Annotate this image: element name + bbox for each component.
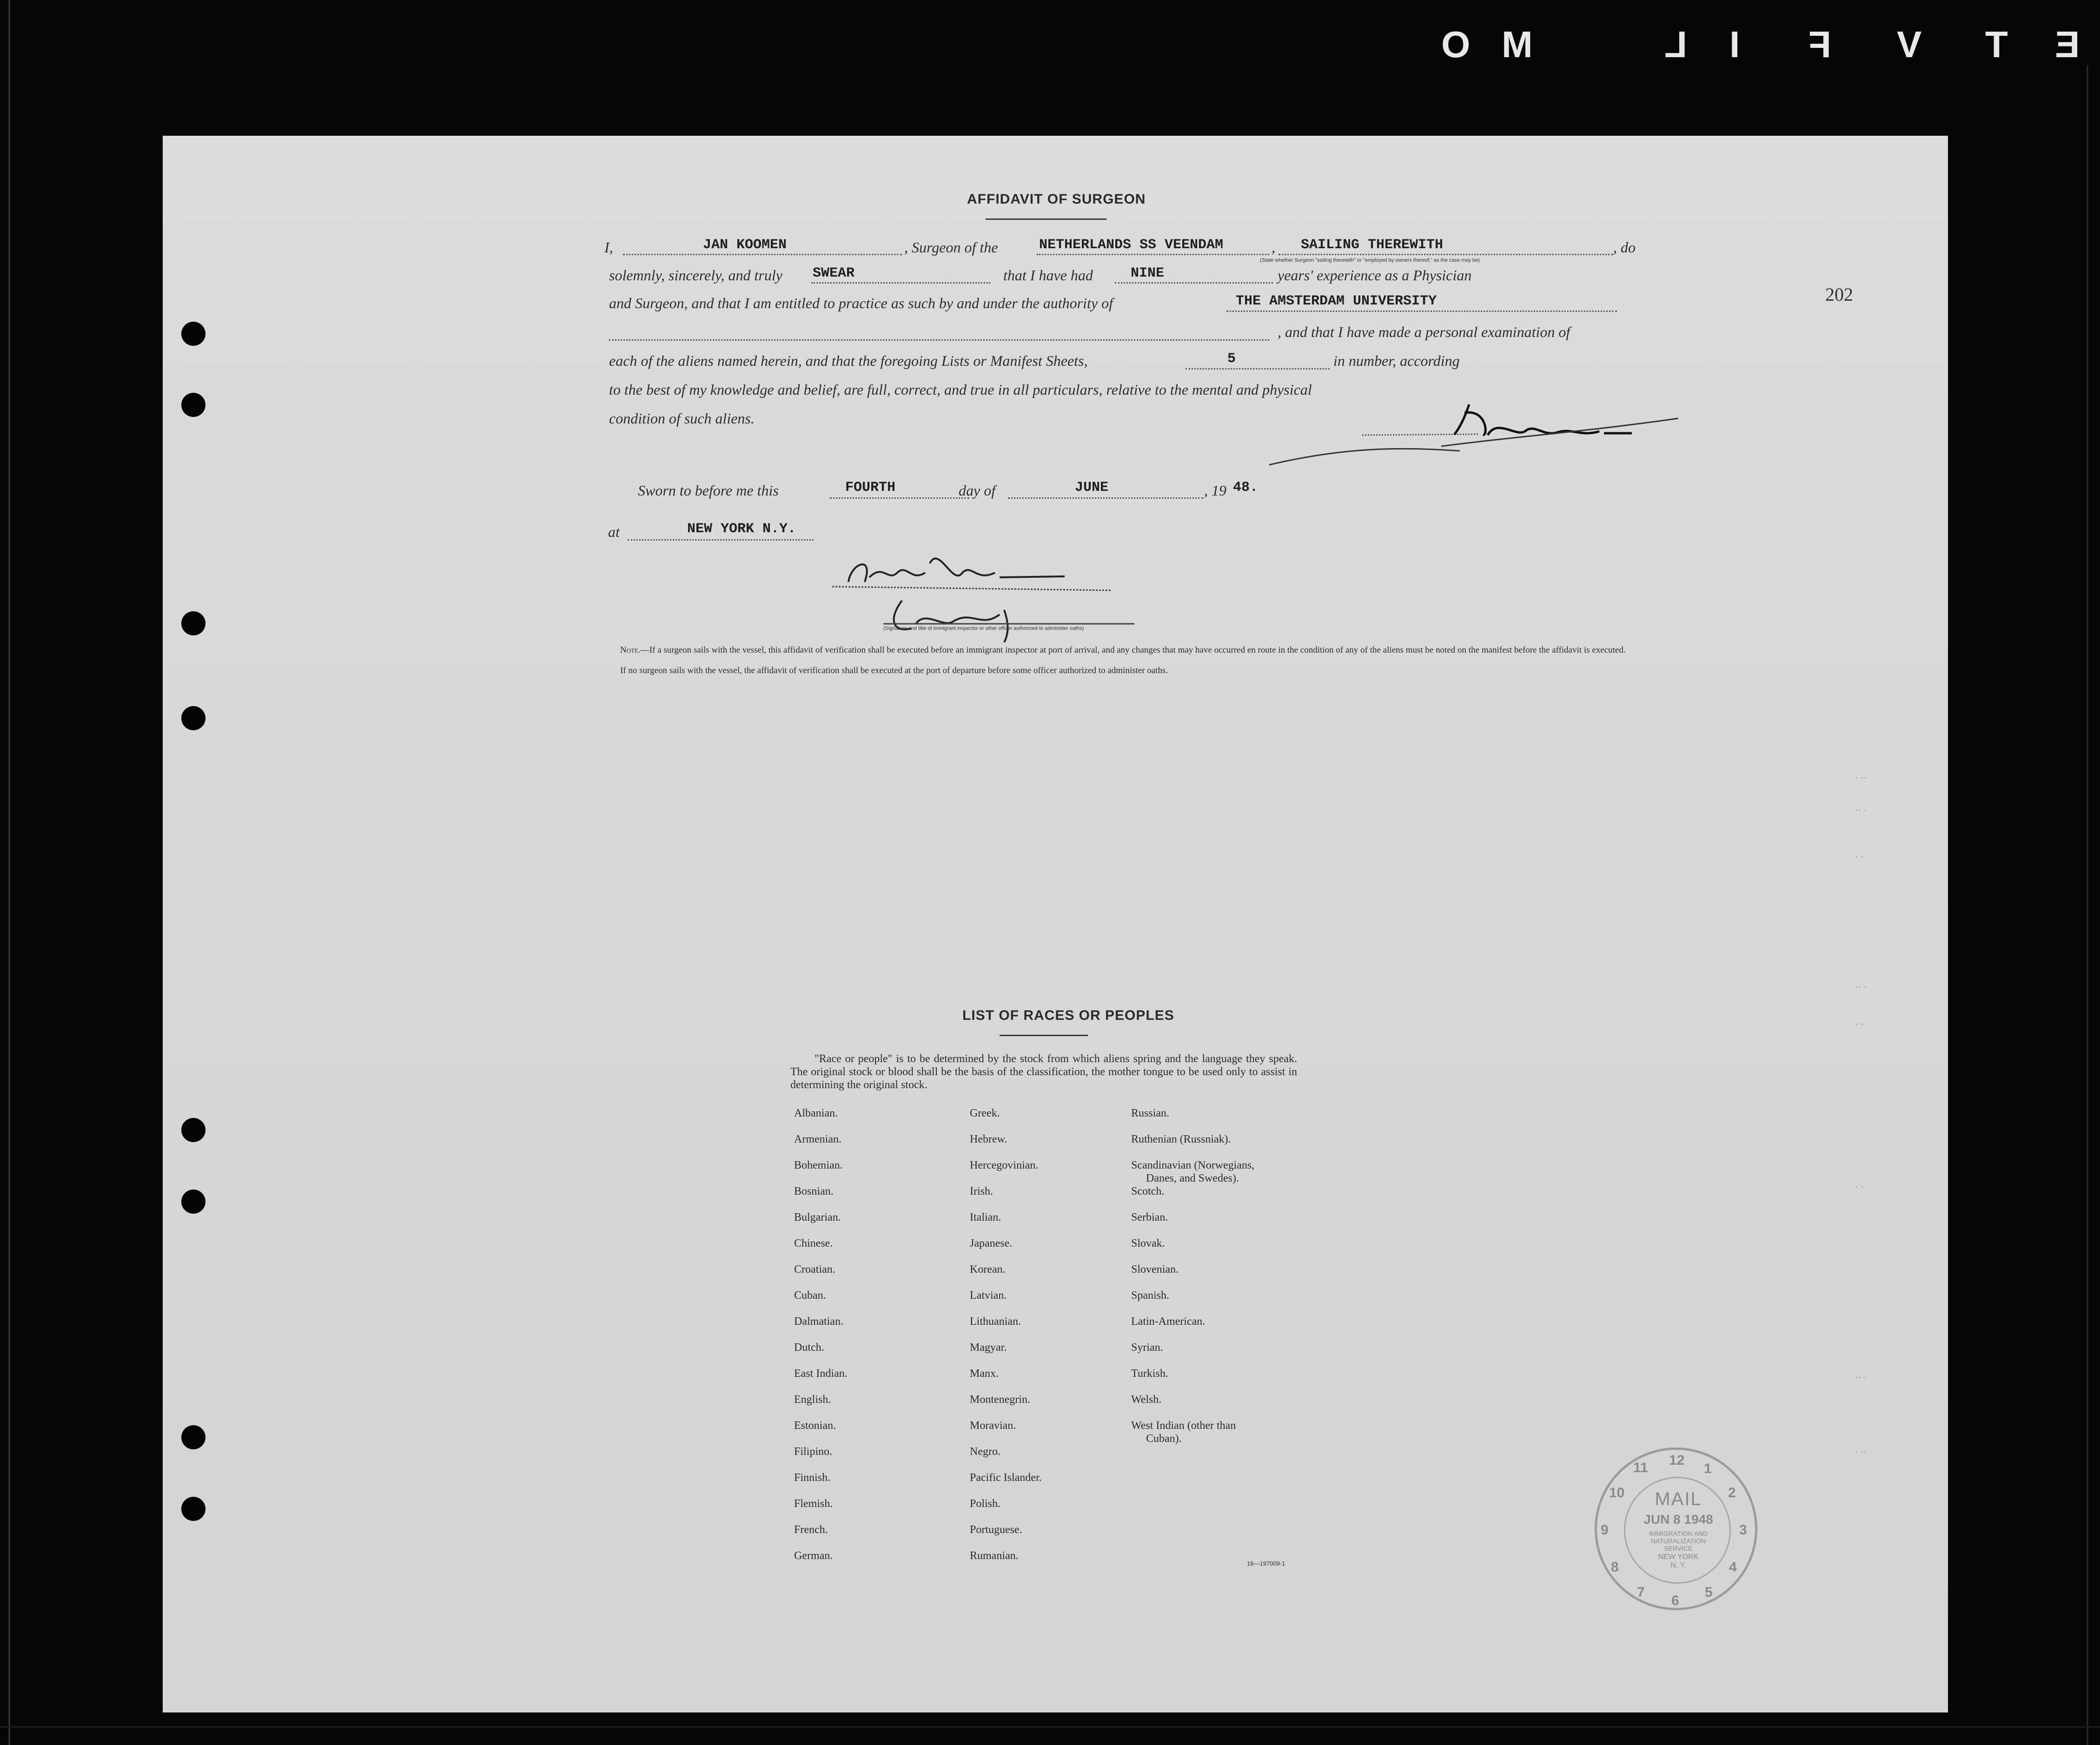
- race-item: Moravian.: [970, 1420, 1016, 1432]
- stamp-number: 12: [1669, 1453, 1685, 1468]
- race-item: Spanish.: [1131, 1289, 1170, 1302]
- oath-line: [811, 282, 990, 284]
- surgeon-of-label: , Surgeon of the: [904, 239, 998, 256]
- stamp-number: 9: [1601, 1522, 1609, 1538]
- manifest-count: 5: [1227, 351, 1236, 367]
- race-item: Lithuanian.: [970, 1315, 1021, 1328]
- margin-speck: · ··: [1855, 773, 1867, 783]
- punch-hole: [181, 1118, 205, 1142]
- condition-label: condition of such aliens.: [609, 410, 755, 427]
- stamp-date: JUN 8 1948: [1643, 1512, 1713, 1527]
- number-label: in number, according: [1333, 352, 1460, 369]
- name-line: [623, 254, 902, 255]
- margin-speck: ·· ·: [1855, 1372, 1867, 1382]
- film-letter: I: [1729, 24, 1740, 65]
- race-item: Scotch.: [1131, 1185, 1165, 1197]
- race-item: Syrian.: [1131, 1342, 1163, 1354]
- race-item: Negro.: [970, 1446, 1000, 1458]
- sworn-label: Sworn to before me this: [638, 482, 779, 499]
- stamp-number: 6: [1671, 1593, 1679, 1608]
- film-letter: M: [1502, 24, 1533, 65]
- races-intro: "Race or people" is to be determined by the stock from which aliens spring and the language they speak. The original stock or blood shall be the basis of the classification, the mother tongue to be used only to assist in determining the original stock.: [790, 1053, 1297, 1091]
- race-item: Slovak.: [1131, 1237, 1165, 1249]
- race-item: Cuban.: [794, 1289, 826, 1302]
- surgeon-name: JAN KOOMEN: [703, 237, 787, 253]
- mail-date-stamp: [1595, 1448, 1757, 1610]
- races-title: LIST OF RACES OR PEOPLES: [962, 1008, 1174, 1023]
- race-item: Cuban).: [1146, 1433, 1182, 1445]
- margin-speck: · ··: [1855, 1447, 1867, 1457]
- manifest-label: each of the aliens named herein, and that the foregoing Lists or Manifest Sheets,: [609, 352, 1088, 369]
- experience-label: years' experience as a Physician: [1278, 267, 1472, 284]
- authority-continuation-line: [609, 339, 1269, 341]
- year-prefix: , 19: [1204, 482, 1226, 499]
- race-item: Bosnian.: [794, 1185, 834, 1197]
- stamp-number: 4: [1729, 1560, 1737, 1575]
- margin-speck: ·· ·: [1855, 805, 1867, 815]
- punch-hole: [181, 1497, 205, 1521]
- note-label: Note.: [620, 645, 641, 655]
- stamp-number: 2: [1728, 1485, 1736, 1500]
- at-label: at: [608, 523, 620, 540]
- race-item: Serbian.: [1131, 1211, 1168, 1223]
- stamp-number: 10: [1609, 1485, 1625, 1500]
- film-letter: E: [2055, 24, 2080, 65]
- race-item: Filipino.: [794, 1446, 833, 1458]
- authority-label: and Surgeon, and that I am entitled to practice as such by and under the authority of: [609, 295, 1113, 311]
- race-item: Croatian.: [794, 1263, 835, 1276]
- races-column-3: [1131, 1107, 1345, 1446]
- race-item: Welsh.: [1131, 1394, 1162, 1406]
- race-item: Dutch.: [794, 1342, 824, 1354]
- film-letter: O: [1441, 24, 1471, 65]
- race-item: Bohemian.: [794, 1159, 843, 1171]
- races-column-1: [794, 1107, 952, 1576]
- race-item: Albanian.: [794, 1107, 838, 1119]
- race-item: Ruthenian (Russniak).: [1131, 1133, 1231, 1145]
- stamp-agency: NATURALIZATION: [1650, 1537, 1706, 1545]
- race-item: Japanese.: [970, 1237, 1013, 1249]
- race-item: Bulgarian.: [794, 1211, 841, 1223]
- race-item: Polish.: [970, 1498, 1001, 1510]
- stamp-state: N. Y.: [1670, 1561, 1686, 1569]
- race-item: Latin-American.: [1131, 1315, 1206, 1328]
- stamp-agency: IMMIGRATION AND: [1649, 1530, 1708, 1537]
- sworn-place: NEW YORK N.Y.: [687, 521, 796, 537]
- authority-value: THE AMSTERDAM UNIVERSITY: [1236, 293, 1437, 309]
- stamp-number: 3: [1739, 1522, 1747, 1538]
- race-item: German.: [794, 1550, 833, 1562]
- race-item: Danes, and Swedes).: [1146, 1172, 1239, 1184]
- title-rule: [986, 218, 1106, 220]
- race-item: East Indian.: [794, 1368, 848, 1380]
- sworn-day: FOURTH: [845, 480, 896, 496]
- race-item: Irish.: [970, 1185, 993, 1197]
- inspector-caption: (Signature and title of immigrant inspector or other officer authorized to administer oaths): [883, 626, 1084, 631]
- race-item: Slovenian.: [1131, 1263, 1179, 1276]
- punch-hole: [181, 706, 205, 730]
- note-1-text: —If a surgeon sails with the vessel, this affidavit of verification shall be executed before an immigrant inspector at port of arrival, and any changes that may have occurred en route in the condition of any of the aliens must be noted on the manifest before the affidavit is executed.: [640, 645, 1626, 655]
- ship-name: NETHERLANDS SS VEENDAM: [1039, 237, 1224, 253]
- margin-speck: · ·: [1855, 1182, 1864, 1192]
- punch-hole: [181, 393, 205, 417]
- race-item: West Indian (other than: [1131, 1420, 1236, 1432]
- race-item: Russian.: [1131, 1107, 1170, 1119]
- race-item: Pacific Islander.: [970, 1472, 1042, 1484]
- surgeon-signature: [1162, 390, 1683, 474]
- stamp-number: 7: [1637, 1585, 1645, 1600]
- ship-line: [1037, 254, 1269, 255]
- knowledge-label: to the best of my knowledge and belief, are full, correct, and true in all particulars, relative to the mental and physical: [609, 381, 1312, 398]
- sailing-status: SAILING THEREWITH: [1301, 237, 1444, 253]
- punch-hole: [181, 322, 205, 346]
- years-value: NINE: [1131, 265, 1165, 281]
- race-item: Hercegovinian.: [970, 1159, 1039, 1171]
- stamp-number: 11: [1633, 1460, 1648, 1475]
- punch-hole: [181, 1425, 205, 1449]
- page-number: 202: [1825, 284, 1853, 305]
- form-code: 16—197009-1: [1247, 1560, 1285, 1567]
- race-item: Magyar.: [970, 1342, 1007, 1354]
- authority-line: [1226, 311, 1617, 312]
- race-item: Manx.: [970, 1368, 999, 1380]
- sworn-year: 48.: [1233, 480, 1259, 496]
- day-line: [830, 497, 969, 499]
- film-letter: T: [1985, 24, 2008, 65]
- race-item: French.: [794, 1524, 828, 1536]
- film-letter: V: [1897, 24, 1922, 65]
- races-column-2: [970, 1107, 1128, 1576]
- examination-label: , and that I have made a personal examination of: [1278, 324, 1570, 340]
- stamp-number: 1: [1704, 1461, 1712, 1476]
- note-2: If no surgeon sails with the vessel, the affidavit of verification shall be executed at the port of departure before some officer authorized to administer oaths.: [620, 666, 1168, 675]
- race-item: Montenegrin.: [970, 1394, 1030, 1406]
- stamp-mail: MAIL: [1655, 1489, 1702, 1509]
- race-item: Italian.: [970, 1211, 1001, 1223]
- film-letter: L: [1664, 24, 1687, 65]
- sailing-line: [1279, 254, 1613, 255]
- punch-hole: [181, 611, 205, 635]
- do-label: , do: [1613, 239, 1636, 256]
- race-item: Flemish.: [794, 1498, 833, 1510]
- race-item: Armenian.: [794, 1133, 841, 1145]
- month-line: [1008, 497, 1203, 499]
- race-item: Rumanian.: [970, 1550, 1019, 1562]
- stamp-city: NEW YORK: [1658, 1553, 1699, 1561]
- affidavit-i: I,: [604, 239, 613, 256]
- race-item: Chinese.: [794, 1237, 833, 1249]
- solemnly-label: solemnly, sincerely, and truly: [609, 267, 782, 284]
- film-letter: F: [1809, 24, 1831, 65]
- race-item: Estonian.: [794, 1420, 836, 1432]
- punch-hole: [181, 1190, 205, 1214]
- stamp-number: 8: [1611, 1560, 1619, 1575]
- place-line: [628, 539, 814, 541]
- sworn-month: JUNE: [1075, 480, 1109, 496]
- day-of-label: day of: [959, 482, 996, 499]
- race-item: Hebrew.: [970, 1133, 1007, 1145]
- stamp-number: 5: [1705, 1585, 1713, 1600]
- sailing-note: (State whether Surgeon "sailing therewith" or "employed by owners thereof," as the case may be): [1260, 258, 1480, 263]
- race-item: Portuguese.: [970, 1524, 1022, 1536]
- race-item: Latvian.: [970, 1289, 1007, 1302]
- race-item: English.: [794, 1394, 831, 1406]
- stamp-agency: SERVICE: [1664, 1545, 1693, 1552]
- margin-speck: · ·: [1855, 1019, 1864, 1029]
- margin-speck: · ·: [1855, 852, 1864, 862]
- oath-type: SWEAR: [813, 265, 855, 281]
- race-item: Finnish.: [794, 1472, 831, 1484]
- affidavit-title: AFFIDAVIT OF SURGEON: [967, 192, 1146, 207]
- races-title-rule: [1000, 1035, 1088, 1036]
- race-item: Dalmatian.: [794, 1315, 843, 1328]
- comma: ,: [1272, 239, 1275, 256]
- count-line: [1186, 368, 1330, 370]
- race-item: Scandinavian (Norwegians,: [1131, 1159, 1255, 1171]
- note-1: [609, 645, 1632, 655]
- had-label: that I have had: [1003, 267, 1093, 284]
- race-item: Greek.: [970, 1107, 1000, 1119]
- race-item: Turkish.: [1131, 1368, 1168, 1380]
- years-line: [1115, 282, 1273, 284]
- margin-speck: ·· ·: [1855, 982, 1867, 992]
- race-item: Korean.: [970, 1263, 1006, 1276]
